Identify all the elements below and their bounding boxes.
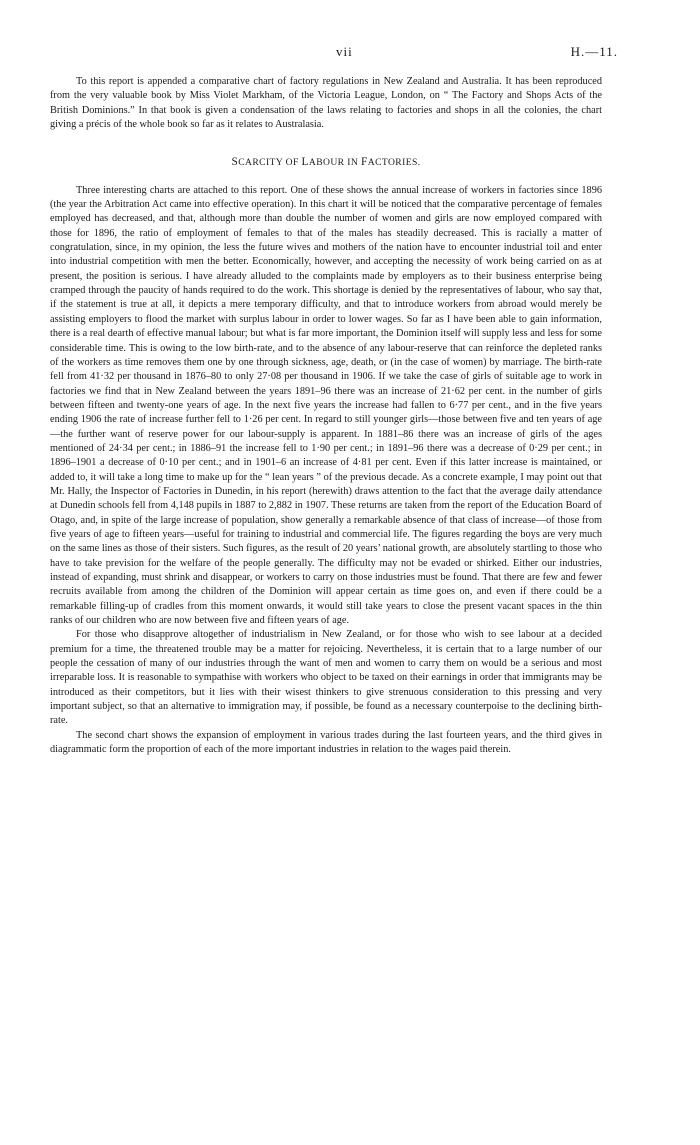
heading-word: OF bbox=[285, 157, 299, 169]
intro-paragraph: To this report is appended a comparative chart of factory regulations in New Zealand and Australia. It has been reproduced from the very valuable book by Miss Violet Markham, of the Victoria League, London, on “ The Factory and Shops Acts of the British Dominions.” In that book is given a condensation of the laws relating to factories and shops in all the colonies, the chart giving a précis of the whole book so far as it relates to Australasia. bbox=[50, 76, 602, 131]
heading-word: FACTORIES. bbox=[361, 156, 421, 169]
industrialism-paragraph: For those who disapprove altogether of industrialism in New Zealand, or for those who wish to see labour at a decided premium for a time, the threatened trouble may be a matter for rejoicing. Nevertheless, it is certain that to a large number of our people the cessation of many of our industries through the want of men and women to carry them on would be a serious and most irreparable loss. It is reasonable to sympathise with workers who object to be taxed on their earnings in order that immigrants may be introduced as their competitors, but it lies with their wisest thinkers to give strenuous consideration to this pressing and very important subject, so that an alternative to immigration may, if possible, be found as a necessary counterpoise to the declining birth-rate. bbox=[50, 629, 602, 727]
section-heading bbox=[50, 155, 602, 170]
page-number: vii bbox=[336, 44, 353, 59]
page-header bbox=[0, 44, 700, 64]
heading-word: LABOUR bbox=[301, 156, 345, 169]
charts-paragraph: Three interesting charts are attached to this report. One of these shows the annual increase of workers in factories since 1896 (the year the Arbitration Act came into effective operation). In this chart it will be noticed that the comparative percentage of females employed has decreased, and that, although more than double the number of women and girls are now employed compared with those for 1896, the ratio of employment of females to that of the males has steadily decreased. This is racially a matter of congratulation, since, in my opinion, the less the future wives and mothers of the nation have to encounter industrial toil and enter into industrial competition with men the better. Economically, however, and accepting the necessity of work being carried on as at present, the position is serious. I have already alluded to the complaints made by employers as to their business enterprise being cramped through the paucity of hands required to do the work. This shortage is denied by the representatives of labour, who say that, if the statement is true at all, it depicts a mere temporary difficulty, and that to introduce workers from abroad would merely be assisting employers to flood the market with surplus labour in order to lower wages. So far as I have been able to gain information, there is a real dearth of effective manual labour; but what is far more important, the Dominion itself will supply less and less for some considerable time. This is owing to the low birth-rate, and to the absence of any labour-reserve that can reinforce the depleted ranks of the workers as time removes them one by one through sickness, age, death, or (in the case of women) by marriage. The birth-rate fell from 41·32 per thousand in 1876–80 to only 27·08 per thousand in 1906. If we take the case of girls of suitable age to work in factories we find that in New Zealand between the years 1891–96 there was an increase of 21·62 per cent. in the number of girls between fifteen and twenty-one years of age. In the next five years the increase had fallen to 6·77 per cent., and in the five years ending 1906 the rate of increase further fell to 1·26 per cent. In regard to still younger girls—those between five and ten years of age—the further want of reserve power for our labour-supply is apparent. In 1881–86 there was an increase of girls of the ages mentioned of 24·34 per cent.; in 1886–91 the increase fell to 1·90 per cent.; in 1891–96 there was a decrease of 0·29 per cent.; in 1896–1901 a decrease of 0·10 per cent.; and in 1901–6 an increase of 4·81 per cent. Even if this latter increase is maintained, or added to, it will take a long time to make up for the “ lean years ” of the previous decade. As a concrete example, I may point out that Mr. Hally, the Inspector of Factories in Dunedin, in his report (herewith) draws attention to the fact that the average daily attendance at Dunedin schools fell from 4,148 pupils in 1887 to 2,882 in 1907. These returns are taken from the report of the Education Board of Otago, and, in spite of the large increase of population, show generally a remarkable absence of that class of increase—of those from five years of age to fifteen years—useful for training to industrial and commercial life. The figures regarding the boys are very much on the same lines as those of their sisters. Such figures, as the result of 20 years’ national growth, are absolutely startling to those who have to take prevision for the welfare of the people generally. The difficulty may not be evaded or shirked. Either our industries, instead of expanding, must shrink and disappear, or workers to carry on those industries must be found. That there are few and fewer recruits available from among the children of the Dominion will appear certain as time goes on, and even if there could be a remarkable filling-up of cradles from this moment onwards, it would still take years to close the present vacant spaces in the thin ranks of our children who are now between five and fifteen years of age. bbox=[50, 184, 602, 627]
report-body bbox=[50, 75, 602, 757]
document-reference: H.—11. bbox=[570, 44, 618, 59]
heading-word: SCARCITY bbox=[231, 156, 283, 169]
heading-word: IN bbox=[347, 157, 359, 169]
second-chart-paragraph: The second chart shows the expansion of employment in various trades during the last fourteen years, and the third gives in diagrammatic form the proportion of each of the more important industries in relation to the wages paid therein. bbox=[50, 729, 602, 756]
